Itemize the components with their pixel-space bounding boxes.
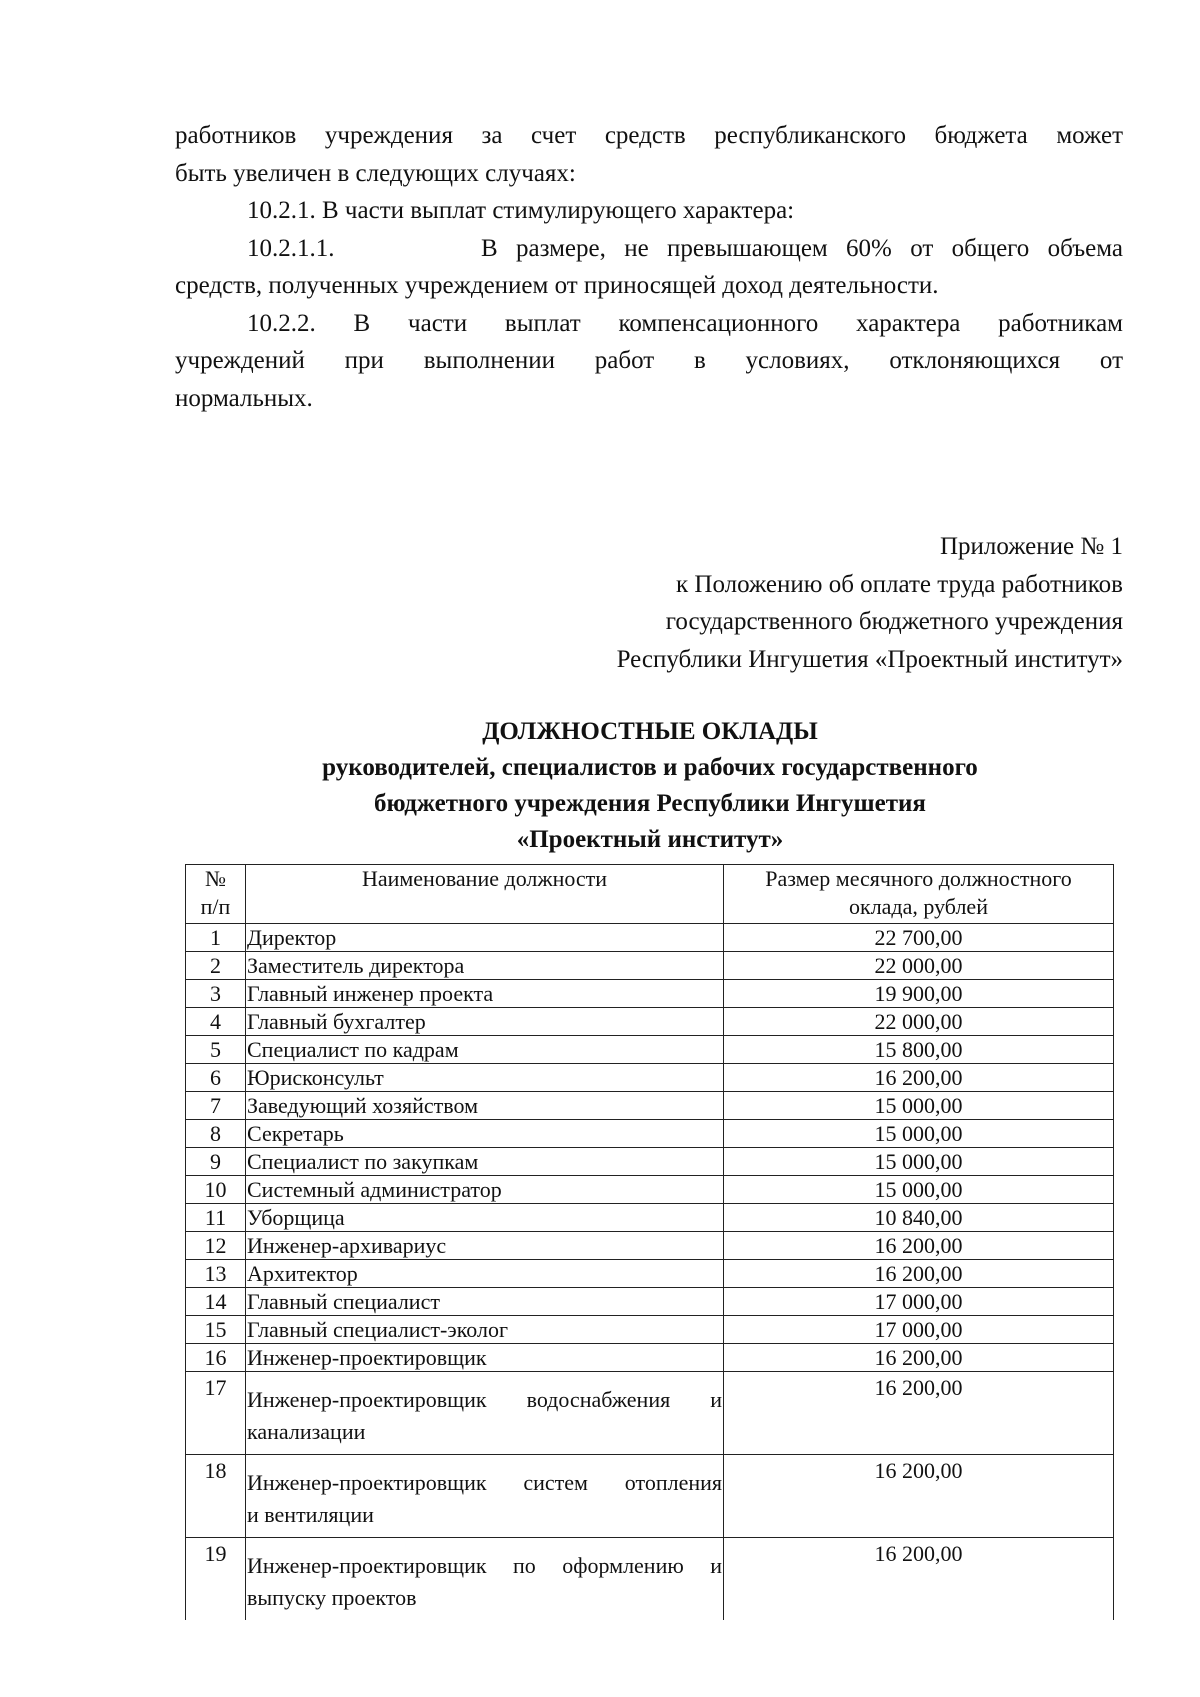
table-row <box>186 1316 1114 1344</box>
row-number: 3 <box>186 980 246 1008</box>
position-name: Главный специалист-эколог <box>246 1316 724 1344</box>
salary-value: 16 200,00 <box>724 1260 1114 1288</box>
header-salary-line: оклада, рублей <box>849 894 988 919</box>
position-name <box>246 1538 724 1621</box>
salary-value: 16 200,00 <box>724 1232 1114 1260</box>
position-name-line: и вентиляции <box>247 1502 374 1527</box>
table-row <box>186 1176 1114 1204</box>
header-num-line: № <box>205 866 226 891</box>
heading-line: «Проектный институт» <box>516 826 784 853</box>
salary-value: 10 840,00 <box>724 1204 1114 1232</box>
appendix-line: Республики Ингушетия «Проектный институт» <box>616 645 1123 673</box>
position-name-line: Инженер-проектировщик по оформлению и <box>247 1553 722 1578</box>
row-number: 14 <box>186 1288 246 1316</box>
header-salary <box>724 865 1114 924</box>
appendix-line: к Положению об оплате труда работников <box>676 570 1123 598</box>
salary-value: 16 200,00 <box>724 1344 1114 1372</box>
position-name <box>246 1372 724 1455</box>
position-name-line: Инженер-проектировщик систем отопления <box>247 1470 722 1495</box>
table-row <box>186 1036 1114 1064</box>
heading-title: ДОЛЖНОСТНЫЕ ОКЛАДЫ <box>482 718 818 745</box>
row-number: 16 <box>186 1344 246 1372</box>
table-row <box>186 1120 1114 1148</box>
position-name: Главный инженер проекта <box>246 980 724 1008</box>
table-row <box>186 1232 1114 1260</box>
row-number: 13 <box>186 1260 246 1288</box>
row-number: 11 <box>186 1204 246 1232</box>
paragraph-line: средств, полученных учреждением от приносящей доход деятельности. <box>175 272 939 299</box>
row-number: 5 <box>186 1036 246 1064</box>
salary-value: 17 000,00 <box>724 1288 1114 1316</box>
appendix-line: государственного бюджетного учреждения <box>665 608 1123 635</box>
position-name: Уборщица <box>246 1204 724 1232</box>
paragraph-line: 10.2.2. В части выплат компенсационного характера работникам <box>247 309 1123 337</box>
table-row <box>186 1260 1114 1288</box>
salary-value: 15 800,00 <box>724 1036 1114 1064</box>
row-number: 17 <box>186 1372 246 1455</box>
header-num <box>186 865 246 924</box>
table-header-row <box>186 865 1114 924</box>
position-name: Специалист по кадрам <box>246 1036 724 1064</box>
table-row <box>186 1455 1114 1538</box>
position-name: Инженер-проектировщик <box>246 1344 724 1372</box>
table-heading <box>150 714 1150 858</box>
salary-value: 16 200,00 <box>724 1455 1114 1538</box>
paragraph-line: 10.2.1.1. В размере, не превышающем 60% от общего объема <box>247 234 1123 262</box>
position-name <box>246 1455 724 1538</box>
position-name: Главный специалист <box>246 1288 724 1316</box>
header-num-line: п/п <box>200 894 231 919</box>
row-number: 18 <box>186 1455 246 1538</box>
salary-value: 22 000,00 <box>724 952 1114 980</box>
row-number: 2 <box>186 952 246 980</box>
table-row <box>186 1064 1114 1092</box>
table-row <box>186 980 1114 1008</box>
position-name: Архитектор <box>246 1260 724 1288</box>
position-name-line: выпуску проектов <box>247 1585 417 1610</box>
row-number: 12 <box>186 1232 246 1260</box>
position-name-line: канализации <box>247 1419 366 1444</box>
salary-value: 17 000,00 <box>724 1316 1114 1344</box>
table-row <box>186 1288 1114 1316</box>
table-row <box>186 1204 1114 1232</box>
table-row <box>186 1372 1114 1455</box>
salary-value: 19 900,00 <box>724 980 1114 1008</box>
position-name-line: Инженер-проектировщик водоснабжения и <box>247 1387 722 1412</box>
salary-value: 16 200,00 <box>724 1064 1114 1092</box>
appendix-title: Приложение № 1 <box>939 533 1123 560</box>
row-number: 9 <box>186 1148 246 1176</box>
appendix-block <box>423 528 1123 678</box>
position-name: Системный администратор <box>246 1176 724 1204</box>
row-number: 19 <box>186 1538 246 1621</box>
salary-table <box>185 864 1114 1620</box>
table-row <box>186 924 1114 952</box>
table-row <box>186 1344 1114 1372</box>
row-number: 1 <box>186 924 246 952</box>
position-name: Директор <box>246 924 724 952</box>
salary-value: 15 000,00 <box>724 1148 1114 1176</box>
position-name: Секретарь <box>246 1120 724 1148</box>
table-row <box>186 1092 1114 1120</box>
position-name: Специалист по закупкам <box>246 1148 724 1176</box>
table-row <box>186 1008 1114 1036</box>
position-name: Заведующий хозяйством <box>246 1092 724 1120</box>
position-name: Юрисконсульт <box>246 1064 724 1092</box>
header-name: Наименование должности <box>246 865 724 924</box>
salary-value: 16 200,00 <box>724 1372 1114 1455</box>
row-number: 15 <box>186 1316 246 1344</box>
table-row <box>186 952 1114 980</box>
position-name: Инженер-архивариус <box>246 1232 724 1260</box>
row-number: 8 <box>186 1120 246 1148</box>
table-row <box>186 1148 1114 1176</box>
table-row <box>186 1538 1114 1621</box>
row-number: 7 <box>186 1092 246 1120</box>
salary-value: 15 000,00 <box>724 1092 1114 1120</box>
paragraph-line: быть увеличен в следующих случаях: <box>175 159 576 187</box>
header-salary-line: Размер месячного должностного <box>765 866 1072 891</box>
paragraph-line: нормальных. <box>175 384 313 412</box>
salary-value: 15 000,00 <box>724 1176 1114 1204</box>
salary-value: 16 200,00 <box>724 1538 1114 1621</box>
paragraph-line: работников учреждения за счет средств республиканского бюджета может <box>175 122 1123 149</box>
salary-value: 22 000,00 <box>724 1008 1114 1036</box>
position-name: Заместитель директора <box>246 952 724 980</box>
position-name: Главный бухгалтер <box>246 1008 724 1036</box>
heading-line: руководителей, специалистов и рабочих государственного <box>322 754 978 781</box>
row-number: 6 <box>186 1064 246 1092</box>
body-text <box>175 117 1123 417</box>
heading-line: бюджетного учреждения Республики Ингушетия <box>374 790 926 817</box>
paragraph-line: 10.2.1. В части выплат стимулирующего характера: <box>247 197 795 224</box>
row-number: 10 <box>186 1176 246 1204</box>
salary-value: 15 000,00 <box>724 1120 1114 1148</box>
row-number: 4 <box>186 1008 246 1036</box>
salary-value: 22 700,00 <box>724 924 1114 952</box>
paragraph-line: учреждений при выполнении работ в условиях, отклоняющихся от <box>175 347 1123 374</box>
